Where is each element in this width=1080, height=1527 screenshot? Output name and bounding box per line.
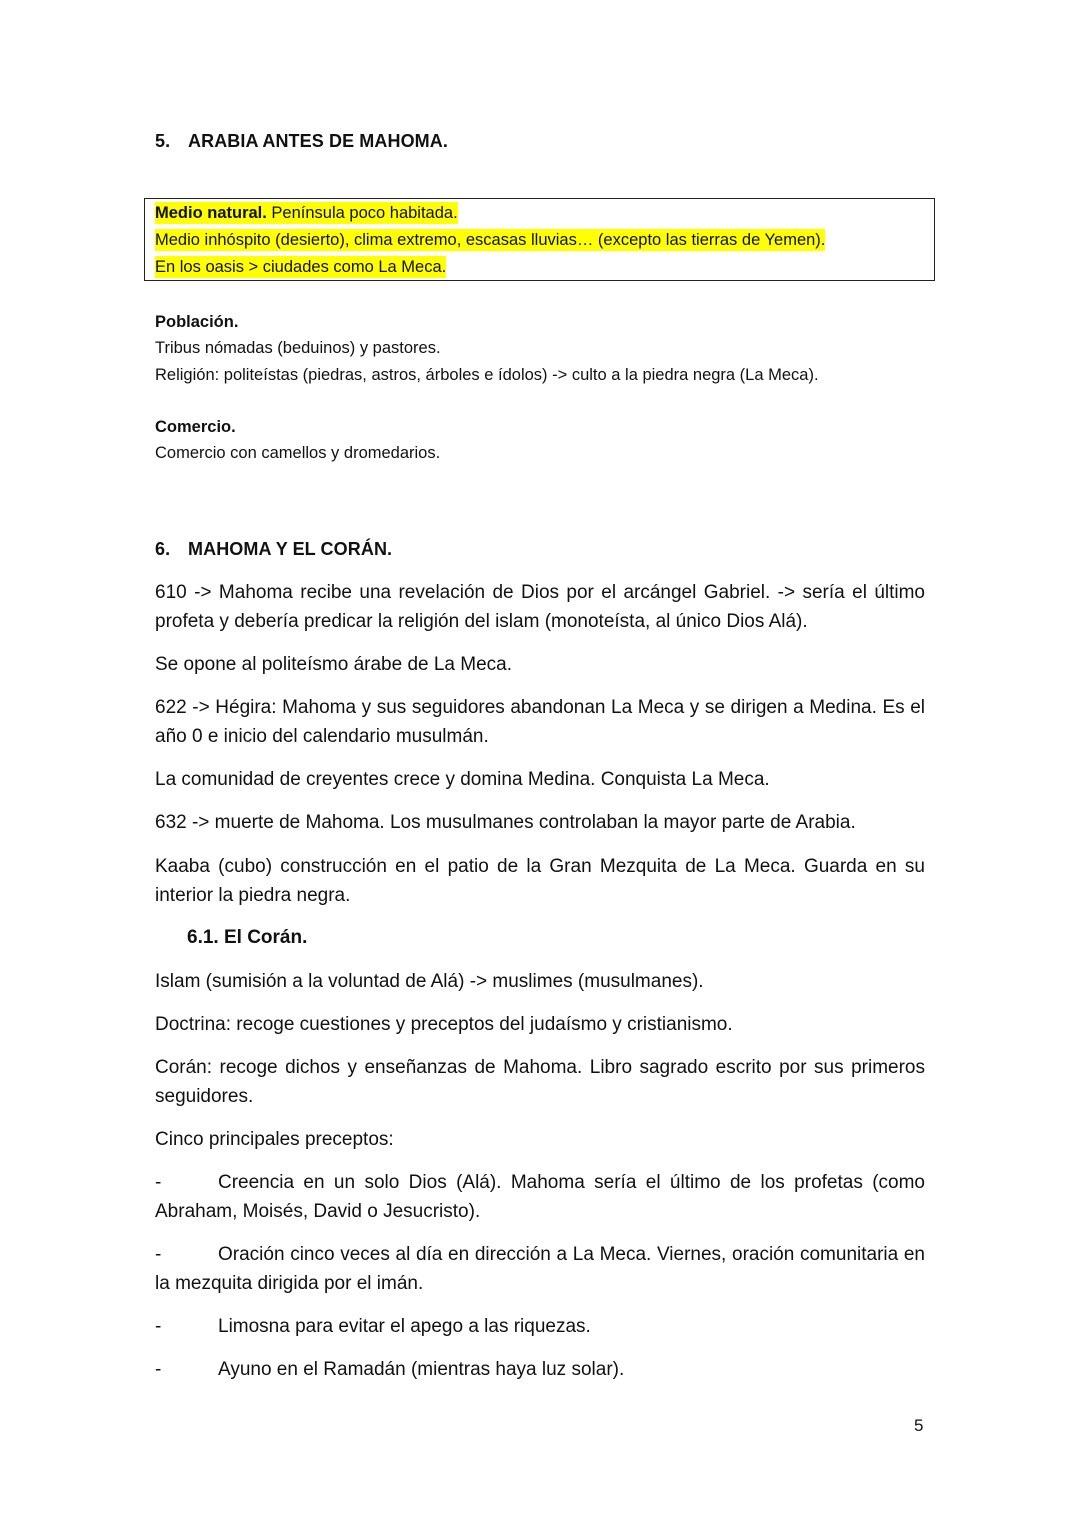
bullet-dash: - bbox=[155, 1172, 162, 1193]
comercio-heading: Comercio. bbox=[155, 418, 236, 436]
page-number: 5 bbox=[914, 1416, 924, 1435]
paragraph-politeismo: Se opone al politeísmo árabe de La Meca. bbox=[155, 654, 513, 675]
paragraph-revelacion: 610 -> Mahoma recibe una revelación de Dios por el arcángel Gabriel. -> sería el último profeta y debería predicar la religión del islam (monoteísta, al único Dios Alá). bbox=[155, 582, 925, 632]
comercio-line-1: Comercio con camellos y dromedarios. bbox=[155, 444, 441, 462]
paragraph-hegira: 622 -> Hégira: Mahoma y sus seguidores abandonan La Meca y se dirigen a Medina. Es el año 0 e inicio del calendario musulmán. bbox=[155, 697, 925, 747]
box-line-1 bbox=[155, 202, 458, 224]
paragraph-comunidad: La comunidad de creyentes crece y domina Medina. Conquista La Meca. bbox=[155, 769, 770, 790]
box-line-3: En los oasis > ciudades como La Meca. bbox=[155, 258, 447, 276]
bullet-text: Ayuno en el Ramadán (mientras haya luz solar). bbox=[218, 1359, 625, 1380]
section-6-heading bbox=[155, 539, 392, 560]
box-line-2: Medio inhóspito (desierto), clima extremo, escasas lluvias… (excepto las tierras de Yemen). bbox=[155, 231, 826, 249]
poblacion-line-1: Tribus nómadas (beduinos) y pastores. bbox=[155, 339, 441, 357]
bullet-dash: - bbox=[155, 1244, 162, 1265]
bullet-dash: - bbox=[155, 1359, 162, 1380]
section-6-title: MAHOMA Y EL CORÁN. bbox=[188, 539, 393, 559]
list-item bbox=[155, 1355, 925, 1384]
paragraph-islam: Islam (sumisión a la voluntad de Alá) -> muslimes (musulmanes). bbox=[155, 971, 704, 992]
paragraph-muerte: 632 -> muerte de Mahoma. Los musulmanes controlaban la mayor parte de Arabia. bbox=[155, 812, 856, 833]
bullet-text: Oración cinco veces al día en dirección a La Meca. Viernes, oración comunitaria en la mezquita dirigida por el imán. bbox=[155, 1244, 925, 1294]
list-item bbox=[155, 1312, 925, 1341]
subsection-coran-heading: 6.1. El Corán. bbox=[187, 927, 308, 948]
paragraph-kaaba: Kaaba (cubo) construcción en el patio de la Gran Mezquita de La Meca. Guarda en su interior la piedra negra. bbox=[155, 856, 925, 906]
section-5-number: 5. bbox=[155, 131, 171, 151]
bullet-dash: - bbox=[155, 1316, 162, 1337]
paragraph-doctrina: Doctrina: recoge cuestiones y preceptos del judaísmo y cristianismo. bbox=[155, 1014, 733, 1035]
list-item bbox=[155, 1168, 925, 1226]
box-line-1-label: Medio natural. bbox=[155, 204, 267, 222]
poblacion-line-2: Religión: politeístas (piedras, astros, árboles e ídolos) -> culto a la piedra negra (La Meca). bbox=[155, 366, 819, 384]
bullet-text: Limosna para evitar el apego a las riquezas. bbox=[218, 1316, 591, 1337]
bullet-text: Creencia en un solo Dios (Alá). Mahoma sería el último de los profetas (como Abraham, Moisés, David o Jesucristo). bbox=[155, 1172, 925, 1222]
paragraph-preceptos-intro: Cinco principales preceptos: bbox=[155, 1129, 394, 1150]
section-6-number: 6. bbox=[155, 539, 171, 559]
section-5-title: ARABIA ANTES DE MAHOMA. bbox=[188, 131, 448, 151]
list-item bbox=[155, 1240, 925, 1298]
poblacion-heading: Población. bbox=[155, 313, 239, 331]
paragraph-coran: Corán: recoge dichos y enseñanzas de Mahoma. Libro sagrado escrito por sus primeros seguidores. bbox=[155, 1057, 925, 1107]
box-line-1-text: Península poco habitada. bbox=[266, 204, 458, 222]
section-5-heading bbox=[155, 131, 448, 152]
